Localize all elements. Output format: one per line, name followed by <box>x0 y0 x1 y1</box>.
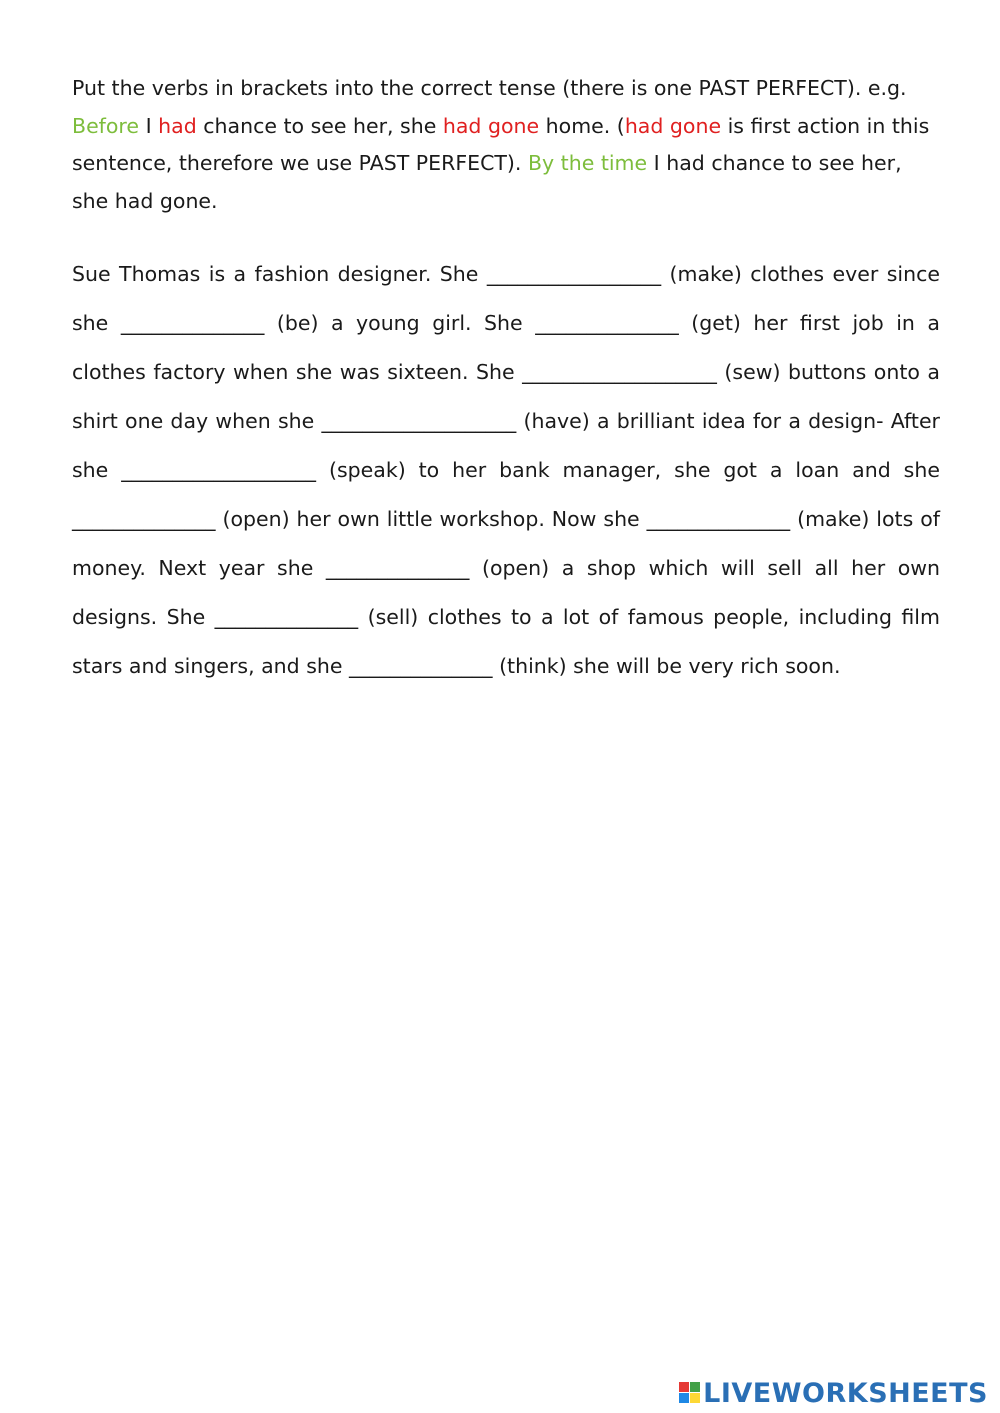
answer-blank[interactable]: ______________ <box>535 311 679 335</box>
answer-blank[interactable]: ______________ <box>120 311 265 335</box>
exercise-text: (make) lots of money. Next year she <box>72 507 940 580</box>
exercise-text: (be) a young girl. She <box>276 311 523 335</box>
answer-blank[interactable]: ___________________ <box>321 409 517 433</box>
answer-blank[interactable]: _________________ <box>486 262 662 286</box>
answer-blank[interactable]: ___________________ <box>121 458 316 482</box>
keyword-before: Before <box>72 113 140 138</box>
exercise-text: Sue Thomas is a fashion designer. She <box>72 262 479 286</box>
exercise-text: (think) she will be very rich soon. <box>499 654 841 678</box>
example-text: is first action in this sentence, therefore we use PAST PERFECT). <box>72 113 930 175</box>
example-text: I <box>145 113 152 138</box>
exercise-text: (have) a brilliant idea for a design- After she <box>72 409 940 482</box>
answer-blank[interactable]: ______________ <box>72 507 216 531</box>
exercise-text: (make) clothes ever since she <box>72 262 940 335</box>
exercise-text: (sell) clothes to a lot of famous people, including film stars and singers, and she <box>72 605 940 678</box>
answer-blank[interactable]: ______________ <box>325 556 470 580</box>
example-label: e.g. <box>867 76 907 100</box>
brand-name: LIVEWORKSHEETS <box>703 1377 988 1409</box>
liveworksheets-logo <box>679 1379 988 1407</box>
exercise-text: (sew) buttons onto a shirt one day when she <box>72 360 940 433</box>
example-text: I had chance to see her, she had gone. <box>72 151 902 213</box>
example-text: home. ( <box>545 113 625 138</box>
answer-blank[interactable]: ______________ <box>214 605 359 629</box>
keyword-had-gone: had gone <box>442 113 540 138</box>
exercise-text: (open) a shop which will sell all her own designs. She <box>72 556 940 629</box>
instruction-line: Put the verbs in brackets into the correct tense (there is one PAST PERFECT). <box>72 76 862 100</box>
example-text: chance to see her, she <box>203 113 437 138</box>
answer-blank[interactable]: ______________ <box>646 507 791 531</box>
answer-blank[interactable]: ___________________ <box>522 360 717 384</box>
instruction-paragraph <box>72 70 940 220</box>
exercise-text: (open) her own little workshop. Now she <box>222 507 640 531</box>
exercise-text: (get) her first job in a clothes factory when she was sixteen. She <box>72 311 940 384</box>
keyword-had-gone: had gone <box>624 113 722 138</box>
keyword-had: had <box>158 113 197 138</box>
answer-blank[interactable]: ______________ <box>349 654 493 678</box>
exercise-text: (speak) to her bank manager, she got a loan and she <box>328 458 940 482</box>
logo-blocks-icon <box>679 1382 701 1404</box>
keyword-by-the-time: By the time <box>527 151 648 175</box>
worksheet-content <box>72 70 940 691</box>
exercise-paragraph <box>72 250 940 691</box>
